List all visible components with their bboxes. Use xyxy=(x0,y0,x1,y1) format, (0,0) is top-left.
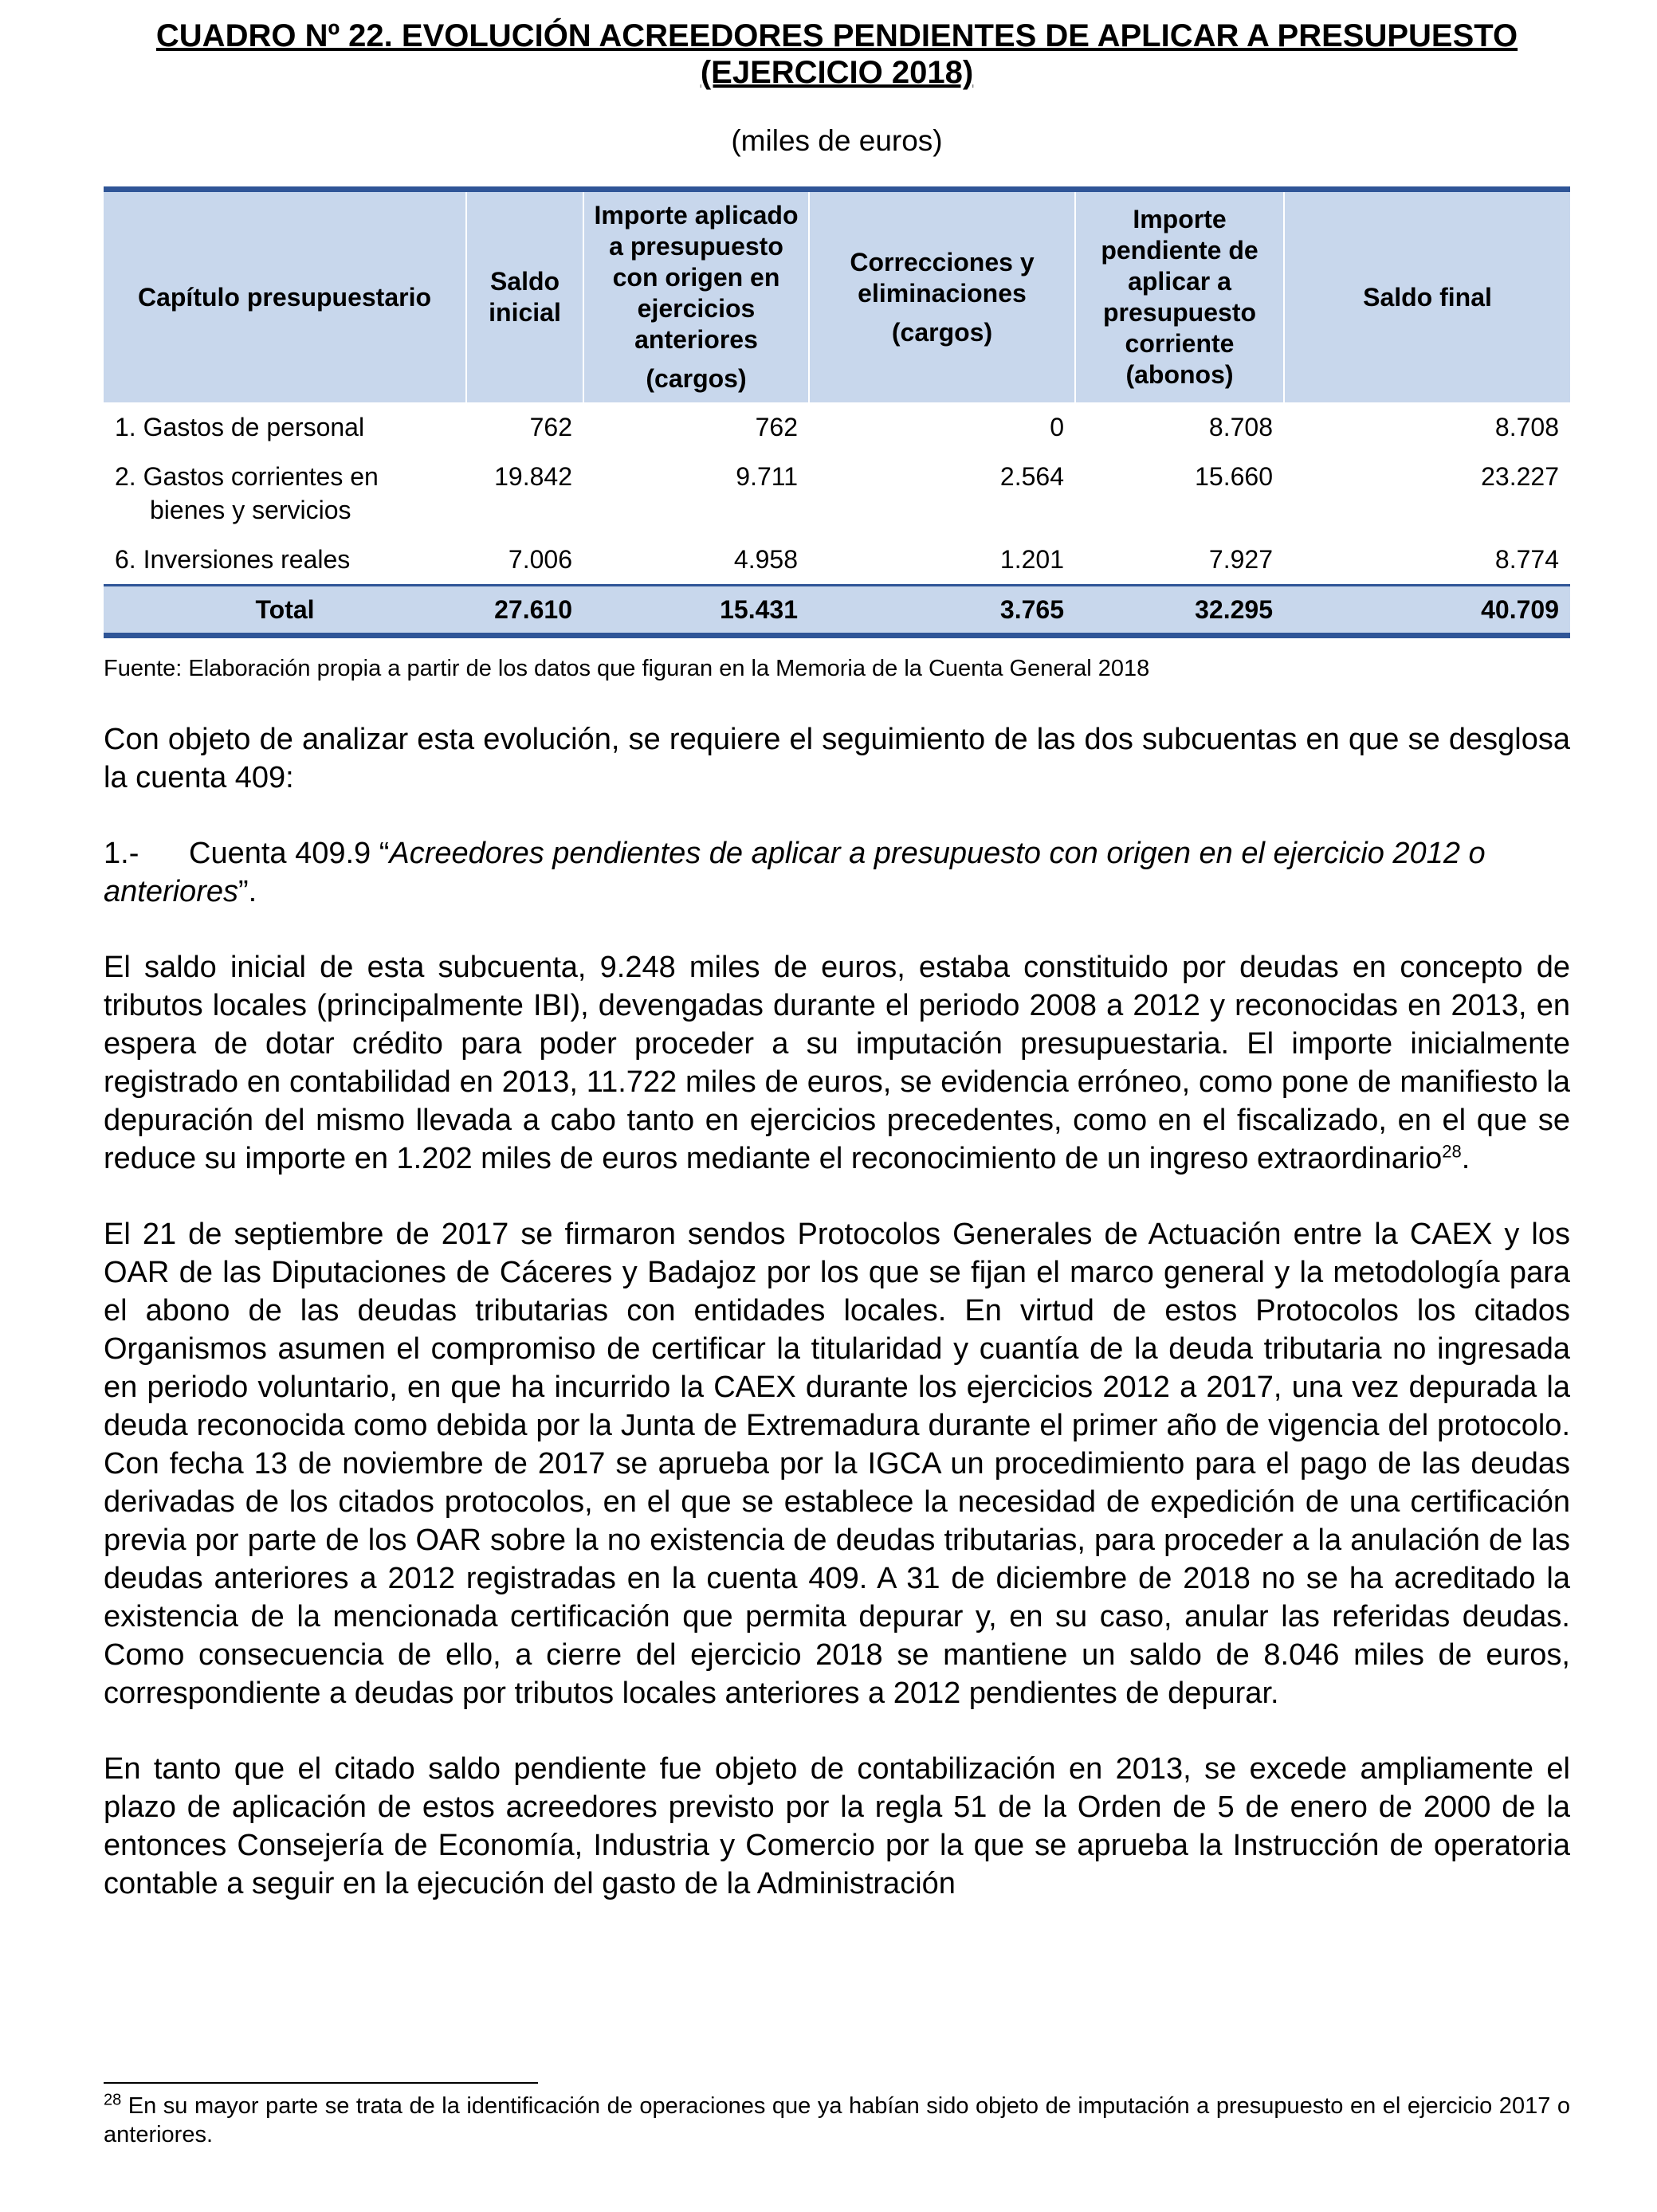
cell-saldo-final: 8.774 xyxy=(1494,545,1559,574)
footnote-text: En su mayor parte se trata de la identificación de operaciones que ya habían sido objeto de imputación a presupuesto en el ejercicio 2017 o anteriores. xyxy=(104,2093,1570,2147)
units-label: (miles de euros) xyxy=(731,124,943,157)
cell-aplicado: 762 xyxy=(755,413,798,441)
cell-saldo-inicial: 762 xyxy=(529,413,572,441)
cell-saldo-inicial: 7.006 xyxy=(508,545,572,574)
cell-correcciones: 1.201 xyxy=(999,545,1064,574)
table-title-line2: (EJERCICIO 2018) xyxy=(700,55,974,90)
cell-correcciones: 0 xyxy=(1050,413,1064,441)
footnote xyxy=(104,2092,1570,2149)
header-importe-aplicado: Importe aplicado a presupuesto con origen en ejercicios anteriores (cargos) xyxy=(583,190,809,403)
document-page xyxy=(104,18,1570,1903)
cell-capitulo: 2. Gastos corrientes en bienes y servicios xyxy=(115,462,379,524)
header-saldo-inicial: Saldo inicial xyxy=(466,190,583,403)
table-title-line1: CUADRO Nº 22. EVOLUCIÓN ACREEDORES PENDIENTES DE APLICAR A PRESUPUESTO xyxy=(155,18,1518,53)
header-saldo-final: Saldo final xyxy=(1284,190,1570,403)
cell-capitulo: 1. Gastos de personal xyxy=(115,413,365,441)
cell-total-aplicado: 15.431 xyxy=(583,586,809,636)
cell-saldo-inicial: 19.842 xyxy=(494,462,572,491)
cell-total-label: Total xyxy=(104,586,466,636)
table-row xyxy=(104,452,1570,535)
paragraph-plazo: En tanto que el citado saldo pendiente fue objeto de contabilización en 2013, se excede ampliamente el plazo de aplicación de estos acreedores previsto por la regla 51 de la Orden de 5 de enero de 2000 de la entonces Consejería de Economía, Industria y Comercio por la que se aprueba la Instrucción de operatoria contable a seguir en la ejecución del gasto de la Administración xyxy=(104,1752,1570,1900)
table-title xyxy=(104,18,1570,91)
cell-total-saldo-final: 40.709 xyxy=(1284,586,1570,636)
table-row xyxy=(104,402,1570,452)
cell-total-saldo-inicial: 27.610 xyxy=(466,586,583,636)
source-note: Fuente: Elaboración propia a partir de los datos que figuran en la Memoria de la Cuenta General 2018 xyxy=(104,656,1150,681)
footnote-separator xyxy=(104,2082,538,2084)
table-row xyxy=(104,535,1570,586)
cell-pendiente: 8.708 xyxy=(1208,413,1273,441)
footnote-ref: 28 xyxy=(1442,1141,1462,1162)
header-capitulo: Capítulo presupuestario xyxy=(104,190,466,403)
data-table xyxy=(104,186,1570,638)
cell-aplicado: 4.958 xyxy=(733,545,798,574)
enum-italic: Acreedores pendientes de aplicar a presupuesto con origen en el ejercicio 2012 o anteriores xyxy=(104,837,1486,908)
cell-correcciones: 2.564 xyxy=(999,462,1064,491)
cell-pendiente: 7.927 xyxy=(1208,545,1273,574)
table-total-row xyxy=(104,586,1570,636)
header-importe-pendiente: Importe pendiente de aplicar a presupuesto corriente (abonos) xyxy=(1075,190,1284,403)
cell-pendiente: 15.660 xyxy=(1195,462,1273,491)
cell-saldo-final: 8.708 xyxy=(1494,413,1559,441)
footnote-number: 28 xyxy=(104,2091,122,2109)
cell-capitulo: 6. Inversiones reales xyxy=(115,545,351,574)
enum-plain: Cuenta 409.9 “ xyxy=(189,837,390,870)
enumerated-heading xyxy=(104,834,1570,911)
enum-number: 1.- xyxy=(104,837,139,870)
cell-total-correcciones: 3.765 xyxy=(809,586,1075,636)
header-correcciones: Correcciones y eliminaciones (cargos) xyxy=(809,190,1075,403)
cell-saldo-final: 23.227 xyxy=(1481,462,1559,491)
cell-total-pendiente: 32.295 xyxy=(1075,586,1284,636)
paragraph-intro: Con objeto de analizar esta evolución, se requiere el seguimiento de las dos subcuentas en que se desglosa la cuenta 409: xyxy=(104,723,1570,794)
cell-aplicado: 9.711 xyxy=(736,462,798,491)
paragraph-saldo-inicial: El saldo inicial de esta subcuenta, 9.248 miles de euros, estaba constituido por deudas en concepto de tributos locales (principalmente IBI), devengadas durante el periodo 2008 a 2012 y reconocidas en 2013, en espera de dotar crédito para poder proceder a su imputación presupuestaria. El importe inicialmente registrado en contabilidad en 2013, 11.722 miles de euros, se evidencia erróneo, como pone de manifiesto la depuración del mismo llevada a cabo tanto en ejercicios precedentes, como en el fiscalizado, en el que se reduce su importe en 1.202 miles de euros mediante el reconocimiento de un ingreso extraordinario$^{28}$. xyxy=(104,951,1570,1175)
table-header-row xyxy=(104,190,1570,403)
enum-end: ”. xyxy=(238,875,257,908)
paragraph-protocolos: El 21 de septiembre de 2017 se firmaron sendos Protocolos Generales de Actuación entre la CAEX y los OAR de las Diputaciones de Cáceres y Badajoz por los que se fijan el marco general y la metodología para el abono de las deudas tributarias con entidades locales. En virtud de estos Protocolos los citados Organismos asumen el compromiso de certificar la titularidad y cuantía de la deuda tributaria no ingresada en periodo voluntario, en que ha incurrido la CAEX durante los ejercicios 2012 a 2017, una vez depurada la deuda reconocida como debida por la Junta de Extremadura durante el primer año de vigencia del protocolo. Con fecha 13 de noviembre de 2017 se aprueba por la IGCA un procedimiento para el pago de las deudas derivadas de los citados protocolos, en el que se establece la necesidad de expedición de una certificación previa por parte de los OAR sobre la no existencia de deudas tributarias, para proceder a la anulación de las deudas anteriores a 2012 registradas en la cuenta 409. A 31 de diciembre de 2018 no se ha acreditado la existencia de la mencionada certificación que permita depurar y, en su caso, anular las referidas deudas. Como consecuencia de ello, a cierre del ejercicio 2018 se mantiene un saldo de 8.046 miles de euros, correspondiente a deudas por tributos locales anteriores a 2012 pendientes de depurar. xyxy=(104,1218,1570,1710)
